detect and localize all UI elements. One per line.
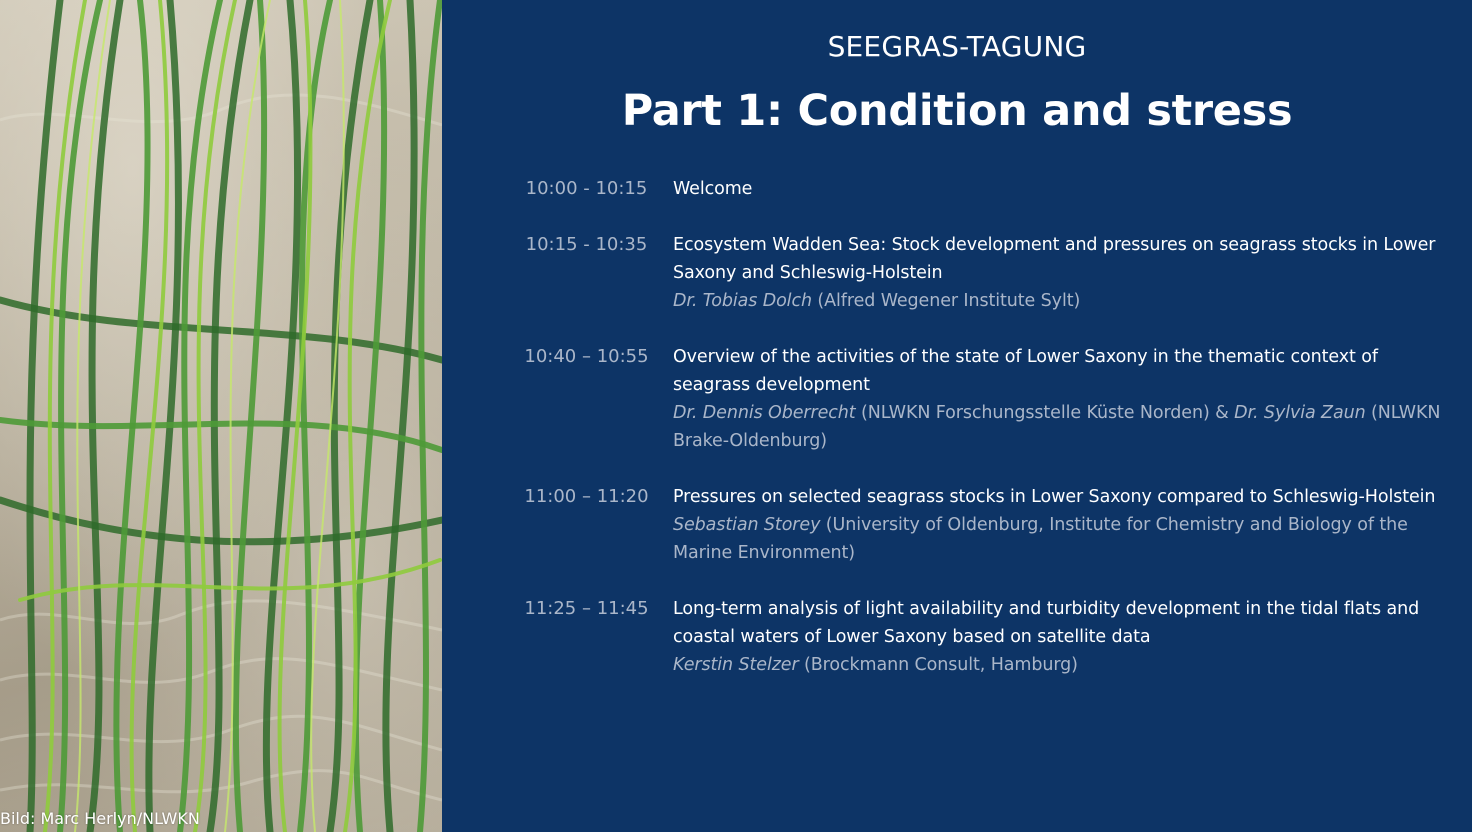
speaker-line bbox=[673, 287, 1450, 315]
agenda-body bbox=[673, 343, 1450, 455]
seagrass-photo bbox=[0, 0, 442, 832]
agenda-item bbox=[500, 175, 1450, 203]
speaker-affiliation: (NLWKN Brake-Oldenburg) bbox=[673, 403, 1441, 451]
agenda-item bbox=[500, 231, 1450, 315]
event-name: SEEGRAS-TAGUNG bbox=[827, 30, 1087, 63]
talk-title: Long-term analysis of light availability and turbidity development in the tidal flats and coastal waters of Lower Saxony based on satellite data bbox=[673, 599, 1420, 647]
talk-title: Pressures on selected seagrass stocks in Lower Saxony compared to Schleswig-Holstein bbox=[673, 487, 1436, 507]
agenda-body bbox=[673, 595, 1450, 679]
speaker-affiliation: (Brockmann Consult, Hamburg) bbox=[798, 655, 1078, 675]
speaker-name: Kerstin Stelzer bbox=[673, 655, 799, 675]
talk-title: Welcome bbox=[673, 179, 753, 199]
agenda-list bbox=[500, 175, 1450, 707]
agenda-body bbox=[673, 483, 1450, 567]
agenda-time: 11:25 – 11:45 bbox=[524, 598, 649, 619]
agenda-item bbox=[500, 595, 1450, 679]
seagrass-illustration bbox=[0, 0, 442, 832]
speaker-name: Sebastian Storey bbox=[673, 515, 821, 535]
agenda-body bbox=[673, 175, 1450, 203]
speaker-name: Dr. Tobias Dolch bbox=[673, 291, 812, 311]
agenda-body bbox=[673, 231, 1450, 315]
page-title: Part 1: Condition and stress bbox=[621, 86, 1293, 136]
speaker-affiliation: (Alfred Wegener Institute Sylt) bbox=[811, 291, 1081, 311]
speaker-name: Dr. Dennis Oberrecht bbox=[673, 403, 856, 423]
speaker-line bbox=[673, 399, 1450, 455]
speaker-affiliation: (University of Oldenburg, Institute for Chemistry and Biology of the Marine Environment) bbox=[673, 515, 1408, 563]
agenda-item bbox=[500, 343, 1450, 455]
agenda-time: 10:00 - 10:15 bbox=[525, 178, 648, 199]
talk-title: Overview of the activities of the state of Lower Saxony in the thematic context of seagrass development bbox=[673, 347, 1378, 395]
agenda-time: 10:15 - 10:35 bbox=[525, 234, 648, 255]
speaker-name: Dr. Sylvia Zaun bbox=[1234, 403, 1366, 423]
photo-credit: Bild: Marc Herlyn/NLWKN bbox=[0, 809, 200, 828]
agenda-time: 10:40 – 10:55 bbox=[524, 346, 649, 367]
speaker-affiliation: (NLWKN Forschungsstelle Küste Norden) & bbox=[855, 403, 1235, 423]
speaker-line bbox=[673, 511, 1450, 567]
speaker-line bbox=[673, 651, 1450, 679]
agenda-item bbox=[500, 483, 1450, 567]
agenda-time: 11:00 – 11:20 bbox=[524, 486, 649, 507]
talk-title: Ecosystem Wadden Sea: Stock development and pressures on seagrass stocks in Lower Saxony and Schleswig-Holstein bbox=[673, 235, 1436, 283]
